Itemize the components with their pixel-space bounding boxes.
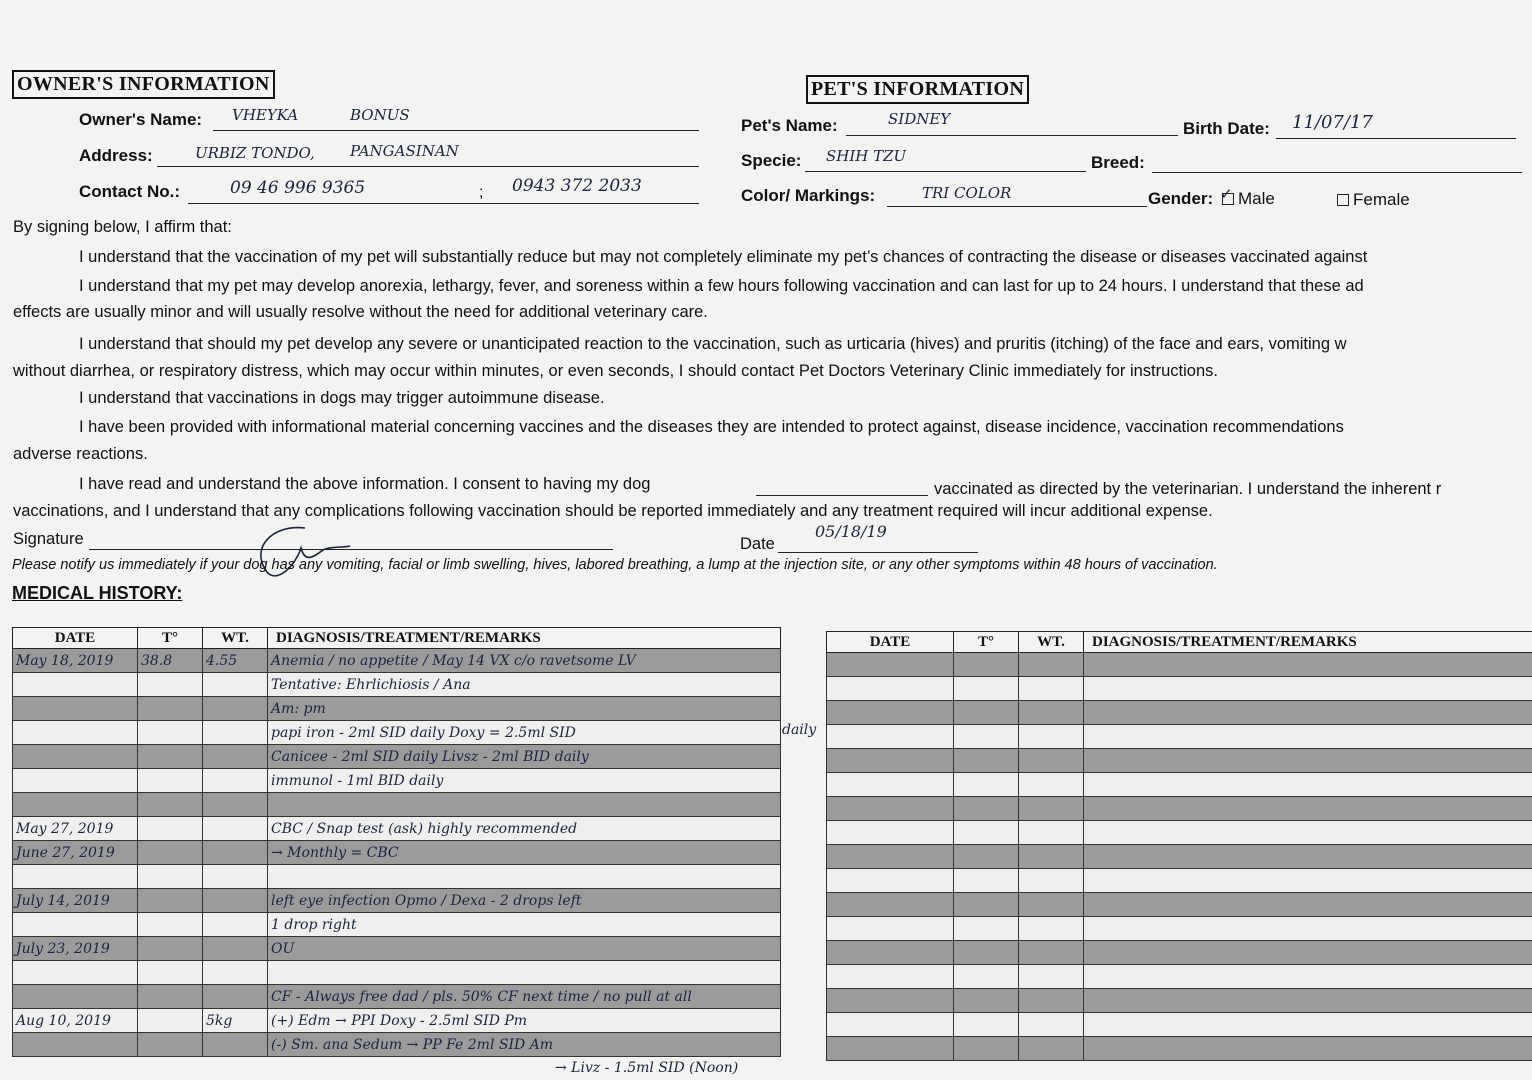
medical-history-table-left: [12, 627, 781, 1057]
date-cell[interactable]: [13, 673, 138, 697]
table-row: [827, 1013, 1532, 1037]
contact-line: [188, 203, 699, 204]
contact-label: Contact No.:: [79, 182, 181, 201]
diagnosis-cell[interactable]: [1084, 701, 1532, 725]
owner-name-label: Owner's Name:: [79, 110, 203, 129]
address-label: Address:: [79, 146, 153, 165]
weight-cell[interactable]: [203, 817, 268, 841]
temp-cell[interactable]: [954, 749, 1019, 773]
temp-cell[interactable]: [138, 889, 203, 913]
dog-name-line[interactable]: [756, 495, 928, 496]
weight-cell[interactable]: [1019, 1013, 1084, 1037]
diagnosis-cell[interactable]: [1084, 1013, 1532, 1037]
owner-name-line: [213, 130, 699, 131]
temp-cell[interactable]: [138, 673, 203, 697]
side-note: daily: [782, 722, 817, 738]
consent-p3b: without diarrhea, or respiratory distress, which may occur within minutes, or even seconds, I should contact Pet Doctors Veterinary Clinic immediately for instructions.: [13, 362, 1218, 380]
table-row: [13, 721, 781, 745]
gender-label: Gender:: [1148, 189, 1214, 208]
temp-cell[interactable]: [954, 677, 1019, 701]
date-cell[interactable]: [827, 653, 954, 677]
date-cell[interactable]: [827, 701, 954, 725]
signature-label: Signature: [13, 530, 84, 548]
specie-line: [805, 171, 1086, 172]
diagnosis-cell[interactable]: Anemia / no appetite / May 14 VX c/o ravetsome LV: [268, 649, 781, 673]
table-row: [827, 965, 1532, 989]
notify-note: Please notify us immediately if your dog has any vomiting, facial or limb swelling, hives, labored breathing, a lump at the injection site, or any other symptoms within 48 hours of vaccination.: [12, 557, 1218, 573]
weight-cell[interactable]: [203, 865, 268, 889]
pet-name-value[interactable]: SIDNEY: [888, 110, 951, 128]
specie-label: Specie:: [741, 151, 802, 170]
date-cell[interactable]: [827, 797, 954, 821]
diagnosis-cell[interactable]: [1084, 1037, 1532, 1061]
date-cell[interactable]: [827, 965, 954, 989]
diagnosis-cell[interactable]: Canicee - 2ml SID daily Livsz - 2ml BID daily: [268, 745, 781, 769]
weight-cell[interactable]: [1019, 941, 1084, 965]
diagnosis-cell[interactable]: papi iron - 2ml SID daily Doxy = 2.5ml SID: [268, 721, 781, 745]
table-row: [13, 817, 781, 841]
table-header-row: [13, 628, 781, 649]
weight-cell[interactable]: [1019, 893, 1084, 917]
date-cell[interactable]: [827, 989, 954, 1013]
diagnosis-cell[interactable]: Tentative: Ehrlichiosis / Ana: [268, 673, 781, 697]
temp-cell[interactable]: [954, 1013, 1019, 1037]
birth-date-value[interactable]: 11/07/17: [1292, 112, 1373, 133]
date-cell[interactable]: May 18, 2019: [13, 649, 138, 673]
diagnosis-cell[interactable]: [268, 865, 781, 889]
table-row: [827, 989, 1532, 1013]
diagnosis-cell[interactable]: [1084, 941, 1532, 965]
weight-cell[interactable]: [1019, 797, 1084, 821]
temp-cell[interactable]: [138, 721, 203, 745]
temp-cell[interactable]: [954, 773, 1019, 797]
date-cell[interactable]: July 23, 2019: [13, 937, 138, 961]
date-cell[interactable]: [827, 677, 954, 701]
weight-cell[interactable]: [1019, 725, 1084, 749]
temp-cell[interactable]: [138, 841, 203, 865]
date-cell[interactable]: [827, 749, 954, 773]
table-row: [827, 1037, 1532, 1061]
temp-cell[interactable]: [954, 941, 1019, 965]
table-row: [13, 673, 781, 697]
date-cell[interactable]: [13, 985, 138, 1009]
diagnosis-cell[interactable]: [1084, 965, 1532, 989]
date-cell[interactable]: [13, 793, 138, 817]
medical-history-rows: [13, 649, 781, 1057]
weight-cell[interactable]: [203, 721, 268, 745]
male-label: Male: [1238, 189, 1275, 208]
diagnosis-cell[interactable]: OU: [268, 937, 781, 961]
diagnosis-cell[interactable]: [268, 961, 781, 985]
table-row: [13, 841, 781, 865]
table-row: [13, 697, 781, 721]
diagnosis-cell[interactable]: [1084, 725, 1532, 749]
consent-p3a: I understand that should my pet develop any severe or unanticipated reaction to the vaccination, such as urticaria (hives) and pruritis (itching) of the face and ears, vomiting w: [79, 335, 1347, 353]
temp-cell[interactable]: [954, 965, 1019, 989]
date-cell[interactable]: Aug 10, 2019: [13, 1009, 138, 1033]
contact-separator: ;: [479, 184, 484, 201]
diagnosis-cell[interactable]: → Monthly = CBC: [268, 841, 781, 865]
temp-cell[interactable]: [954, 845, 1019, 869]
weight-cell[interactable]: [203, 841, 268, 865]
temp-cell[interactable]: [138, 745, 203, 769]
temp-cell[interactable]: [138, 865, 203, 889]
pet-section-title: PET'S INFORMATION: [806, 75, 1029, 104]
diagnosis-cell[interactable]: Am: pm: [268, 697, 781, 721]
date-cell[interactable]: June 27, 2019: [13, 841, 138, 865]
gender-female-option[interactable]: [1337, 190, 1410, 210]
temp-cell[interactable]: [954, 725, 1019, 749]
temp-cell[interactable]: [138, 817, 203, 841]
table-row: [13, 937, 781, 961]
table-row: [827, 869, 1532, 893]
date-cell[interactable]: [827, 725, 954, 749]
signature-scribble: [245, 520, 365, 590]
consent-intro: By signing below, I affirm that:: [13, 218, 232, 236]
date-cell[interactable]: [827, 845, 954, 869]
date-cell[interactable]: [13, 865, 138, 889]
table-row: [827, 653, 1532, 677]
table-row: [827, 701, 1532, 725]
medical-history-rows-blank: [827, 653, 1532, 1061]
birth-date-line: [1276, 138, 1516, 139]
diagnosis-cell[interactable]: CF - Always free dad / pls. 50% CF next time / no pull at all: [268, 985, 781, 1009]
temp-cell[interactable]: [138, 985, 203, 1009]
date-cell[interactable]: [13, 745, 138, 769]
diagnosis-cell[interactable]: (+) Edm → PPI Doxy - 2.5ml SID Pm: [268, 1009, 781, 1033]
date-cell[interactable]: [13, 721, 138, 745]
consent-p2b: effects are usually minor and will usually resolve without the need for additional veterinary care.: [13, 303, 708, 321]
table-row: [13, 865, 781, 889]
table-row: [827, 773, 1532, 797]
diagnosis-cell[interactable]: [1084, 749, 1532, 773]
consent-p4: I understand that vaccinations in dogs may trigger autoimmune disease.: [79, 389, 605, 407]
temp-cell[interactable]: [138, 793, 203, 817]
date-cell[interactable]: [827, 821, 954, 845]
table-row: [827, 821, 1532, 845]
weight-cell[interactable]: [1019, 917, 1084, 941]
weight-cell[interactable]: [203, 697, 268, 721]
diagnosis-cell[interactable]: [1084, 821, 1532, 845]
female-checkbox[interactable]: [1337, 194, 1349, 206]
contact-value-2[interactable]: 0943 372 2033: [512, 176, 642, 196]
date-cell[interactable]: [13, 769, 138, 793]
col-date-header: DATE: [13, 628, 138, 649]
weight-cell[interactable]: [1019, 773, 1084, 797]
weight-cell[interactable]: [203, 1033, 268, 1057]
date-cell[interactable]: [827, 869, 954, 893]
consent-p6b: vaccinations, and I understand that any complications following vaccination should be reported immediately and any treatment required will incur additional expense.: [13, 502, 1213, 520]
diagnosis-cell[interactable]: [268, 793, 781, 817]
table-row: [13, 1033, 781, 1057]
table-row: [13, 889, 781, 913]
extra-treatment-note: → Livz - 1.5ml SID (Noon): [555, 1060, 739, 1076]
weight-cell[interactable]: [203, 961, 268, 985]
temp-cell[interactable]: 38.8: [138, 649, 203, 673]
table-row: [827, 893, 1532, 917]
temp-cell[interactable]: [138, 697, 203, 721]
table-row: [13, 1009, 781, 1033]
consent-p2a: I understand that my pet may develop anorexia, lethargy, fever, and soreness within a few hours following vaccination and can last for up to 24 hours. I understand that these ad: [79, 277, 1364, 295]
col-diagnosis-header: DIAGNOSIS/TREATMENT/REMARKS: [1084, 632, 1532, 653]
address-value-2[interactable]: PANGASINAN: [350, 142, 459, 160]
weight-cell[interactable]: [1019, 677, 1084, 701]
consent-p5b: adverse reactions.: [13, 445, 148, 463]
weight-cell[interactable]: [203, 769, 268, 793]
color-label: Color/ Markings:: [741, 186, 876, 205]
consent-p6a-2: vaccinated as directed by the veterinarian. I understand the inherent r: [934, 480, 1442, 498]
diagnosis-cell[interactable]: immunol - 1ml BID daily: [268, 769, 781, 793]
date-cell[interactable]: July 14, 2019: [13, 889, 138, 913]
diagnosis-cell[interactable]: [1084, 653, 1532, 677]
diagnosis-cell[interactable]: [1084, 869, 1532, 893]
table-row: [827, 941, 1532, 965]
weight-cell[interactable]: [203, 793, 268, 817]
table-header-row: [827, 632, 1532, 653]
diagnosis-cell[interactable]: [1084, 845, 1532, 869]
pet-name-line: [846, 135, 1178, 136]
weight-cell[interactable]: 5kg: [203, 1009, 268, 1033]
table-row: [827, 845, 1532, 869]
temp-cell[interactable]: [954, 893, 1019, 917]
temp-cell[interactable]: [954, 869, 1019, 893]
address-line: [157, 166, 699, 167]
weight-cell[interactable]: [1019, 653, 1084, 677]
weight-cell[interactable]: [203, 913, 268, 937]
date-line: [778, 552, 978, 553]
table-row: [13, 769, 781, 793]
weight-cell[interactable]: [203, 937, 268, 961]
table-row: [827, 725, 1532, 749]
date-cell[interactable]: May 27, 2019: [13, 817, 138, 841]
diagnosis-cell[interactable]: [1084, 797, 1532, 821]
consent-p1: I understand that the vaccination of my pet will substantially reduce but may not completely eliminate my pet’s chances of contracting the disease or diseases vaccinated against: [79, 248, 1368, 266]
breed-line[interactable]: [1152, 172, 1522, 173]
color-line: [887, 206, 1147, 207]
owner-section-title: OWNER'S INFORMATION: [12, 70, 275, 99]
weight-cell[interactable]: [1019, 821, 1084, 845]
consent-p5a: I have been provided with informational material concerning vaccines and the diseases they are intended to protect against, disease incidence, vaccination recommendations: [79, 418, 1344, 436]
weight-cell[interactable]: [1019, 869, 1084, 893]
owner-last-name[interactable]: BONUS: [350, 106, 410, 124]
temp-cell[interactable]: [954, 821, 1019, 845]
table-row: [13, 913, 781, 937]
weight-cell[interactable]: [1019, 701, 1084, 725]
weight-cell[interactable]: [203, 673, 268, 697]
temp-cell[interactable]: [954, 701, 1019, 725]
date-cell[interactable]: [13, 913, 138, 937]
temp-cell[interactable]: [138, 769, 203, 793]
temp-cell[interactable]: [138, 1033, 203, 1057]
female-label: Female: [1353, 190, 1410, 209]
table-row: [827, 749, 1532, 773]
pet-name-label: Pet's Name:: [741, 116, 838, 135]
temp-cell[interactable]: [138, 961, 203, 985]
birth-date-label: Birth Date:: [1183, 119, 1270, 138]
gender-male-option[interactable]: [1220, 186, 1275, 209]
temp-cell[interactable]: [954, 917, 1019, 941]
diagnosis-cell[interactable]: [1084, 893, 1532, 917]
table-row: [13, 745, 781, 769]
temp-cell[interactable]: [954, 1037, 1019, 1061]
table-row: [827, 917, 1532, 941]
temp-cell[interactable]: [954, 653, 1019, 677]
weight-cell[interactable]: [203, 985, 268, 1009]
date-cell[interactable]: [827, 893, 954, 917]
weight-cell[interactable]: [1019, 1037, 1084, 1061]
date-cell[interactable]: [827, 1013, 954, 1037]
weight-cell[interactable]: [1019, 989, 1084, 1013]
col-temp-header: T°: [138, 628, 203, 649]
owner-first-name[interactable]: VHEYKA: [232, 106, 299, 124]
diagnosis-cell[interactable]: (-) Sm. ana Sedum → PP Fe 2ml SID Am: [268, 1033, 781, 1057]
medical-history-table-right: [826, 631, 1532, 1061]
color-value[interactable]: TRI COLOR: [922, 184, 1012, 202]
date-value[interactable]: 05/18/19: [815, 522, 887, 541]
col-temp-header: T°: [954, 632, 1019, 653]
temp-cell[interactable]: [954, 797, 1019, 821]
temp-cell[interactable]: [138, 913, 203, 937]
diagnosis-cell[interactable]: [1084, 677, 1532, 701]
date-cell[interactable]: [13, 1033, 138, 1057]
weight-cell[interactable]: [203, 889, 268, 913]
date-cell[interactable]: [827, 941, 954, 965]
date-cell[interactable]: [827, 773, 954, 797]
diagnosis-cell[interactable]: 1 drop right: [268, 913, 781, 937]
consent-p6a-1: I have read and understand the above information. I consent to having my dog: [79, 475, 651, 493]
weight-cell[interactable]: [203, 745, 268, 769]
contact-value-1[interactable]: 09 46 996 9365: [230, 178, 366, 198]
temp-cell[interactable]: [138, 1009, 203, 1033]
col-weight-header: WT.: [203, 628, 268, 649]
table-row: [827, 677, 1532, 701]
address-value-1[interactable]: URBIZ TONDO,: [195, 144, 315, 162]
table-row: [13, 985, 781, 1009]
diagnosis-cell[interactable]: [1084, 917, 1532, 941]
table-row: [13, 961, 781, 985]
weight-cell[interactable]: [1019, 749, 1084, 773]
diagnosis-cell[interactable]: [1084, 773, 1532, 797]
weight-cell[interactable]: [1019, 845, 1084, 869]
date-label: Date: [740, 535, 775, 553]
col-weight-header: WT.: [1019, 632, 1084, 653]
specie-value[interactable]: SHIH TZU: [826, 147, 907, 165]
col-diagnosis-header: DIAGNOSIS/TREATMENT/REMARKS: [268, 628, 781, 649]
breed-label: Breed:: [1091, 153, 1145, 172]
date-cell[interactable]: [13, 961, 138, 985]
table-row: [13, 793, 781, 817]
diagnosis-cell[interactable]: CBC / Snap test (ask) highly recommended: [268, 817, 781, 841]
medical-history-title: MEDICAL HISTORY:: [12, 583, 183, 603]
date-cell[interactable]: [827, 1037, 954, 1061]
male-checkbox[interactable]: ✓: [1220, 186, 1233, 203]
table-row: [13, 649, 781, 673]
diagnosis-cell[interactable]: [1084, 989, 1532, 1013]
diagnosis-cell[interactable]: left eye infection Opmo / Dexa - 2 drops left: [268, 889, 781, 913]
weight-cell[interactable]: [1019, 965, 1084, 989]
date-cell[interactable]: [13, 697, 138, 721]
date-cell[interactable]: [827, 917, 954, 941]
col-date-header: DATE: [827, 632, 954, 653]
temp-cell[interactable]: [954, 989, 1019, 1013]
weight-cell[interactable]: 4.55: [203, 649, 268, 673]
table-row: [827, 797, 1532, 821]
temp-cell[interactable]: [138, 937, 203, 961]
